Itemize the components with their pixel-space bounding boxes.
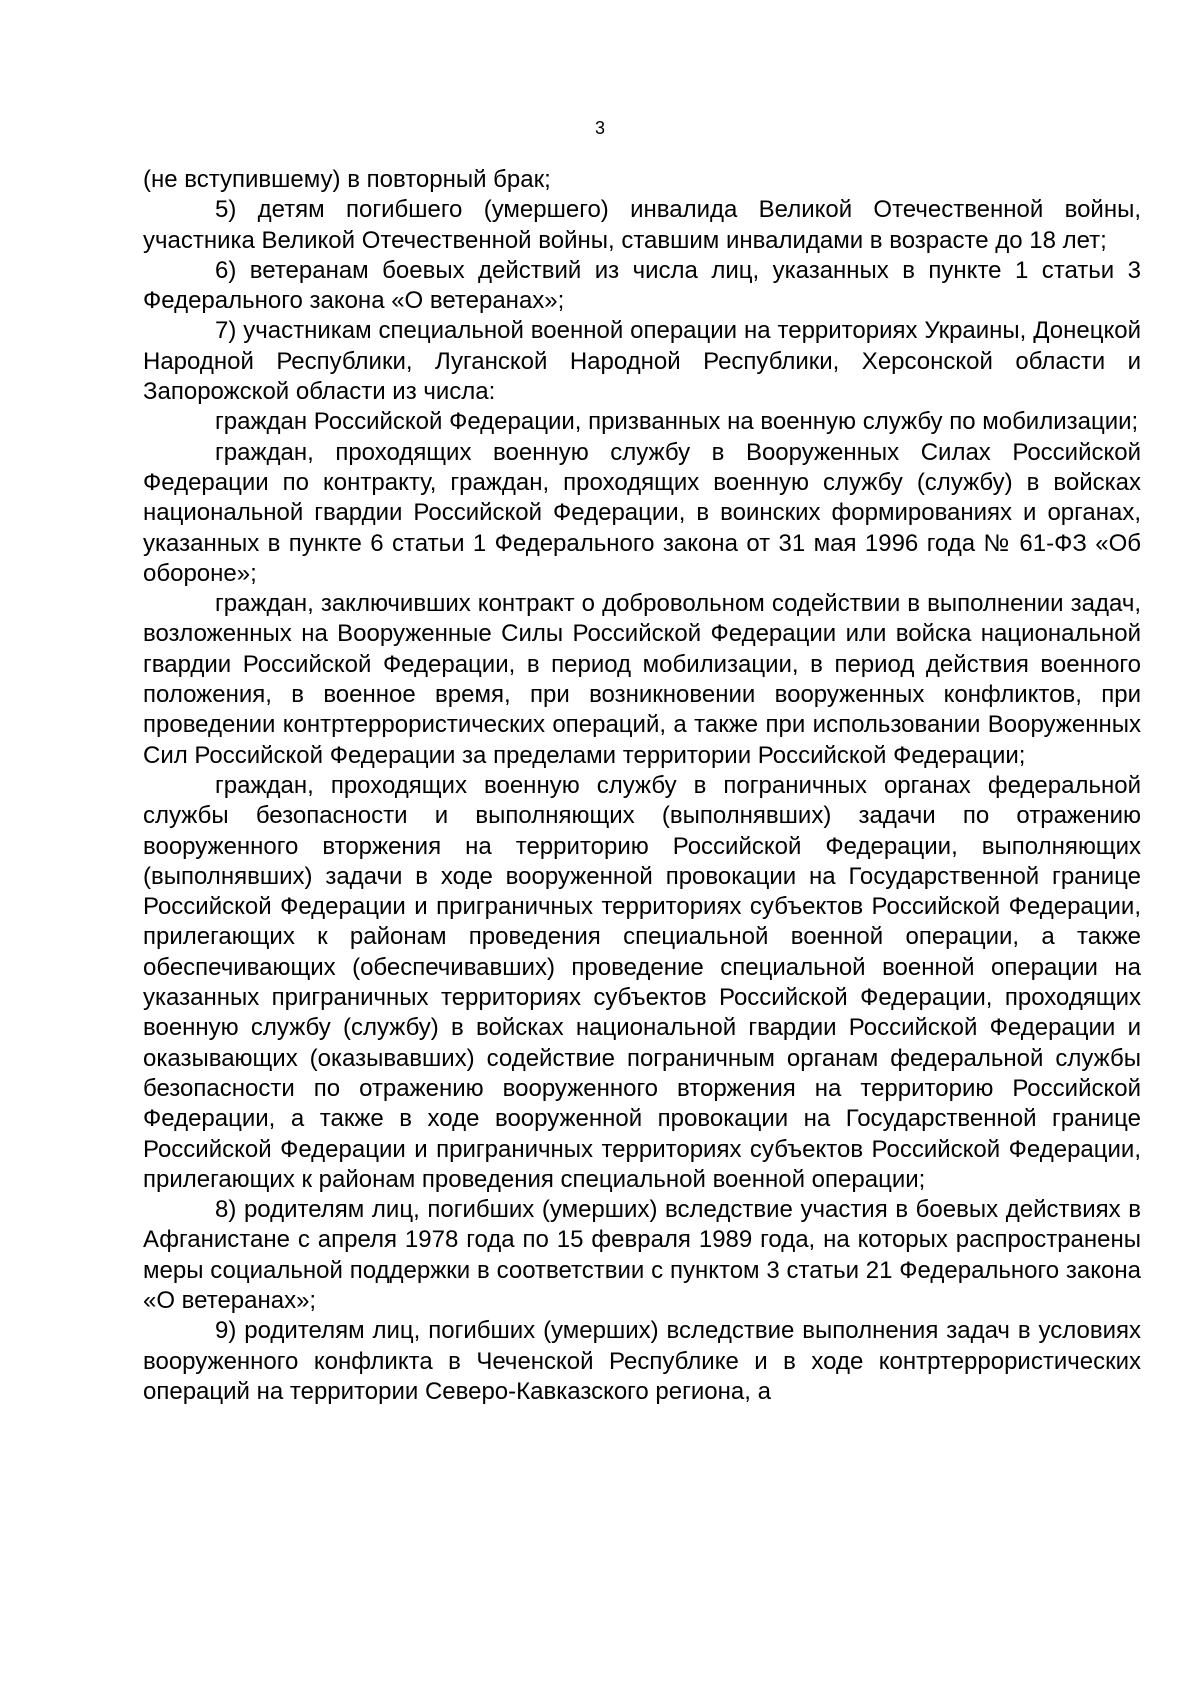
paragraph-item-5: 5) детям погибшего (умершего) инвалида Великой Отечественной войны, участника Великой Отечественной войны, ставшим инвалидами в возрасте до 18 лет;: [143, 196, 1141, 254]
page-number: 3: [594, 118, 605, 138]
paragraph-item-7: 7) участникам специальной военной операции на территориях Украины, Донецкой Народной Республики, Луганской Народной Республики, Херсонской области и Запорожской области из числа:: [143, 317, 1141, 406]
paragraph-item-7-contract: граждан, проходящих военную службу в Вооруженных Силах Российской Федерации по контракту, граждан, проходящих военную службу (службу) в войсках национальной гвардии Российской Федерации, в воинских формированиях и органах, указанных в пункте 6 статьи 1 Федерального закона от 31 мая 1996 года № 61-ФЗ «Об обороне»;: [143, 438, 1141, 587]
paragraph-item-9: 9) родителям лиц, погибших (умерших) вследствие выполнения задач в условиях вооруженного конфликта в Чеченской Республике и в ходе контртеррористических операций на территории Северо-Кавказского региона, а: [143, 1317, 1141, 1405]
paragraph-item-7-border: граждан, проходящих военную службу в пограничных органах федеральной службы безопасности и выполняющих (выполнявших) задачи по отражению вооруженного вторжения на территорию Российской Федерации, выполняющих (выполнявших) задачи в ходе вооруженной провокации на Государственной границе Российской Федерации и приграничных территориях субъектов Российской Федерации, прилегающих к районам проведения специальной военной операции, а также обеспечивающих (обеспечивавших) проведение специальной военной операции на указанных приграничных территориях субъектов Российской Федерации, проходящих военную службу (службу) в войсках национальной гвардии Российской Федерации и оказывающих (оказывавших) содействие пограничным органам федеральной службы безопасности по отражению вооруженного вторжения на территорию Российской Федерации, а также в ходе вооруженной провокации на Государственной границе Российской Федерации и приграничных территориях субъектов Российской Федерации, прилегающих к районам проведения специальной военной операции;: [143, 771, 1141, 1193]
paragraph-item-8: 8) родителям лиц, погибших (умерших) вследствие участия в боевых действиях в Афганистане с апреля 1978 года по 15 февраля 1989 года, на которых распространены меры социальной поддержки в соответствии с пунктом 3 статьи 21 Федерального закона «О ветеранах»;: [143, 1196, 1141, 1314]
paragraph-item-7-volunteers: граждан, заключивших контракт о добровольном содействии в выполнении задач, возложенных на Вооруженные Силы Российской Федерации или войска национальной гвардии Российской Федерации, в период мобилизации, в период действия военного положения, в военное время, при возникновении вооруженных конфликтов, при проведении контртеррористических операций, а также при использовании Вооруженных Сил Российской Федерации за пределами территории Российской Федерации;: [143, 590, 1141, 769]
paragraph-item-6: 6) ветеранам боевых действий из числа лиц, указанных в пункте 1 статьи 3 Федерального закона «О ветеранах»;: [143, 256, 1141, 315]
paragraph-continuation: (не вступившему) в повторный брак;: [143, 166, 551, 193]
paragraph-item-7-mobilized: граждан Российской Федерации, призванных на военную службу по мобилизации;: [215, 408, 1139, 436]
document-body: [143, 165, 1141, 1407]
